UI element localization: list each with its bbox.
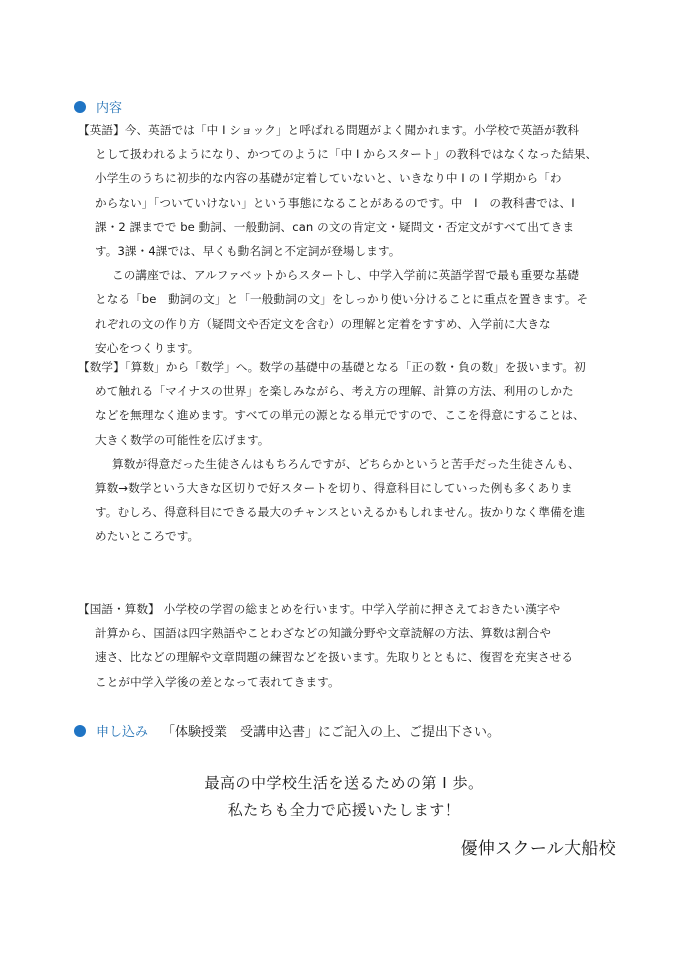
math-section bbox=[78, 355, 618, 549]
school-name: 優伸スクール大船校 bbox=[460, 839, 616, 859]
english-line: この講座では、アルファベットからスタートし、中学入学前に英語学習で最も重要な基礎 bbox=[112, 268, 580, 283]
math-line: などを無理なく進めます。すべての単元の源となる単元ですので、ここを得意にすることは、 bbox=[95, 408, 585, 423]
japanese-math-section bbox=[78, 597, 618, 694]
application-heading bbox=[74, 721, 500, 740]
japanese-math-line: 【国語・算数】 小学校の学習の総まとめを行います。中学入学前に押さえておきたい漢字や bbox=[78, 602, 561, 616]
math-line: 算数→数学という大きな区切りで好スタートを切り、得意科目にしていった例も多くありま bbox=[95, 481, 573, 496]
english-line: 安心をつくります。 bbox=[95, 340, 200, 355]
math-line: めたいところです。 bbox=[95, 529, 200, 544]
english-line: 【英語】今、英語では「中 Ⅰ ショック」と呼ばれる問題がよく聞かれます。小学校で英語が教科 bbox=[78, 123, 580, 137]
application-heading-text: 申し込み bbox=[96, 725, 149, 740]
japanese-math-line: 速さ、比などの理解や文章問題の練習などを扱います。先取りとともに、復習を充実させる bbox=[95, 650, 574, 665]
math-line: す。むしろ、得意科目にできる最大のチャンスといえるかもしれません。抜かりなく準備を進 bbox=[95, 505, 586, 520]
english-line: 小学生のうちに初歩的な内容の基礎が定着していないと、いきなり中 Ⅰ の Ⅰ 学期から「わ bbox=[95, 171, 562, 186]
content-heading-text: 内容 bbox=[96, 101, 123, 116]
english-line: からない」「ついていけない」という事態になることがあるのです。中 Ⅰ の教科書では、Ⅰ bbox=[95, 195, 575, 210]
math-line: めて触れる「マイナスの世界」を楽しみながら、考え方の理解、計算の方法、利用のしかた bbox=[95, 384, 574, 399]
bullet-dot-icon bbox=[74, 101, 86, 113]
english-line: 課・2 課までで be 動詞、一般動詞、can の文の肯定文・疑問文・否定文がすべて出てきま bbox=[95, 219, 575, 234]
japanese-math-line: ことが中学入学後の差となって表れてきます。 bbox=[95, 674, 340, 689]
bullet-dot-icon bbox=[74, 725, 86, 737]
content-heading bbox=[74, 97, 122, 116]
english-line: となる「be 動詞の文」と「一般動詞の文」をしっかり使い分けることに重点を置きます。そ bbox=[95, 292, 589, 307]
english-line: として扱われるようになり、かつてのように「中 Ⅰ からスタート」の教科ではなくなった結果、 bbox=[95, 147, 598, 162]
closing-line-2: 私たちも全力で応援いたします！ bbox=[227, 801, 461, 819]
english-section bbox=[78, 118, 618, 360]
math-line: 算数が得意だった生徒さんはもちろんですが、どちらかというと苦手だった生徒さんも、 bbox=[112, 456, 580, 471]
application-note: 「体験授業 受講申込書」にご記入の上、ご提出下さい。 bbox=[162, 725, 501, 740]
english-line: れぞれの文の作り方（疑問文や否定文を含む）の理解と定着をすすめ、入学前に大きな bbox=[95, 316, 551, 331]
math-line: 大きく数学の可能性を広げます。 bbox=[95, 432, 270, 447]
math-line: 【数学】「算数」から「数学」へ。数学の基礎中の基礎となる「正の数・負の数」を扱います。初 bbox=[78, 360, 586, 374]
english-line: す。3課・4課では、早くも動名詞と不定詞が登場します。 bbox=[95, 244, 401, 259]
closing-line-1: 最高の中学校生活を送るための第 Ⅰ 歩。 bbox=[204, 774, 484, 792]
japanese-math-line: 計算から、国語は四字熟語やことわざなどの知識分野や文章読解の方法、算数は割合や bbox=[95, 626, 552, 641]
